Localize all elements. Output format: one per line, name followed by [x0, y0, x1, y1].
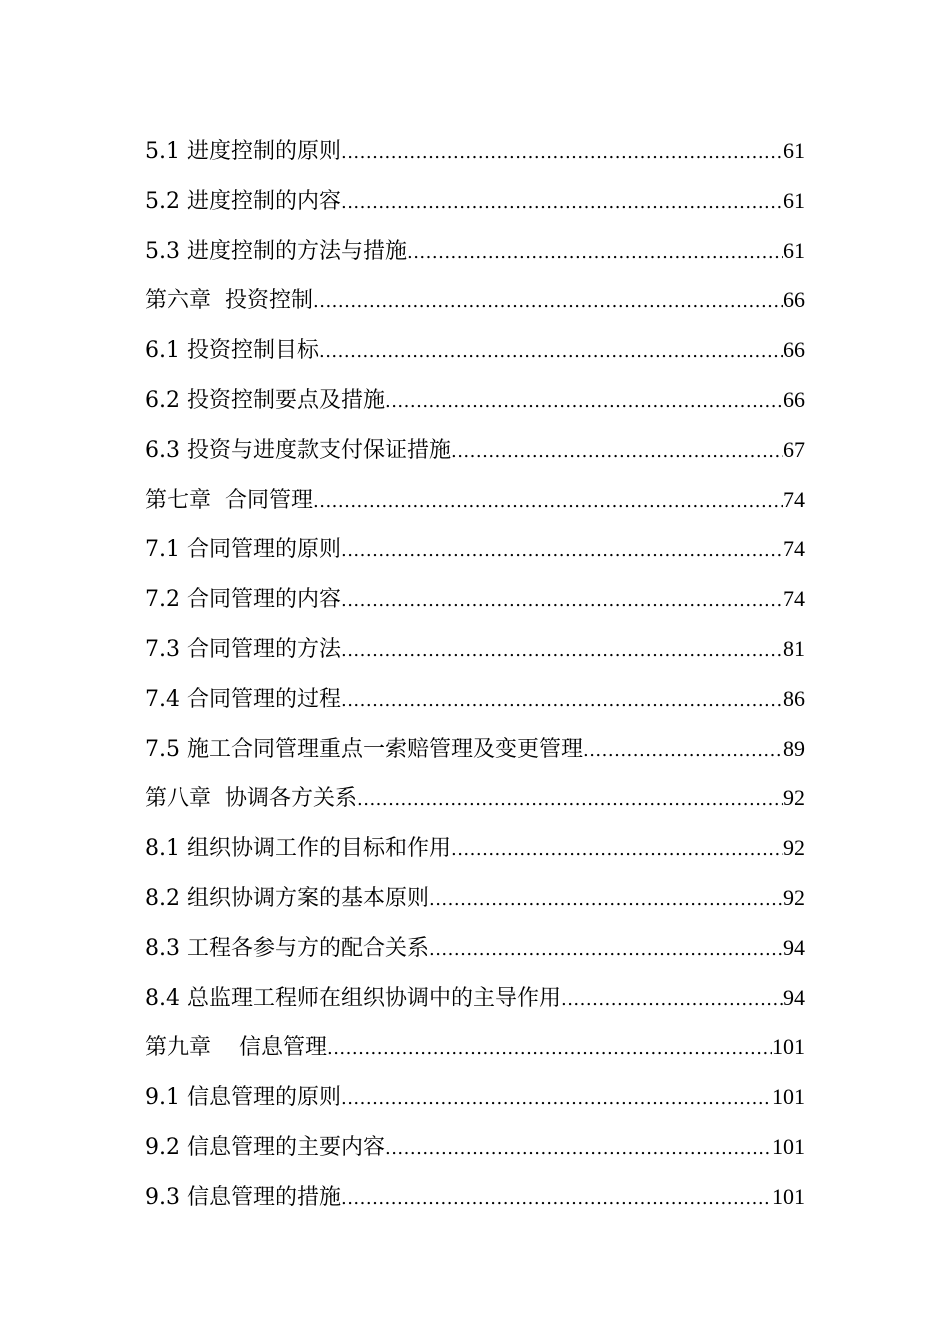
toc-entry-title: 5.1 进度控制的原则 [145, 139, 341, 164]
toc-dot-leader [319, 327, 783, 377]
toc-page-number: 94 [783, 934, 805, 960]
toc-entry-title: 7.2 合同管理的内容 [145, 587, 341, 613]
toc-dot-leader [451, 427, 783, 477]
toc-entry[interactable] [145, 873, 805, 923]
toc-page-number: 66 [783, 386, 805, 412]
toc-chapter-entry[interactable] [145, 275, 805, 325]
toc-entry[interactable] [145, 674, 805, 724]
toc-page-number: 66 [783, 337, 805, 363]
toc-page-number: 92 [783, 884, 805, 910]
toc-entry[interactable] [145, 226, 805, 276]
toc-entry-title: 第六章 投资控制 [145, 288, 313, 314]
toc-page-number: 101 [772, 1034, 805, 1060]
toc-dot-leader [341, 576, 783, 626]
toc-entry[interactable] [145, 524, 805, 574]
toc-entry[interactable] [145, 823, 805, 873]
toc-dot-leader [341, 128, 783, 178]
toc-page-number: 94 [783, 984, 805, 1010]
toc-page-number: 74 [783, 486, 805, 512]
toc-entry-title: 5.2 进度控制的内容 [145, 188, 341, 214]
toc-dot-leader [429, 875, 783, 925]
toc-page-number: 61 [783, 187, 805, 213]
toc-entry[interactable] [145, 375, 805, 425]
toc-dot-leader [357, 775, 783, 825]
toc-page-number: 74 [783, 536, 805, 562]
toc-dot-leader [341, 676, 783, 726]
toc-page-number: 101 [772, 1183, 805, 1209]
toc-page-number: 61 [783, 138, 805, 163]
toc-page-number: 92 [783, 785, 805, 811]
toc-entry-title: 7.1 合同管理的原则 [145, 537, 341, 563]
toc-entry-title: 8.4 总监理工程师在组织协调中的主导作用 [145, 985, 561, 1011]
toc-page-number: 101 [772, 1084, 805, 1110]
toc-entry-title: 8.1 组织协调工作的目标和作用 [145, 836, 451, 862]
toc-entry[interactable] [145, 724, 805, 774]
toc-entry-title: 第九章 信息管理 [145, 1035, 327, 1061]
toc-entry[interactable] [145, 624, 805, 674]
toc-dot-leader [341, 626, 783, 676]
toc-dot-leader [407, 228, 783, 278]
toc-entry-title: 9.3 信息管理的措施 [145, 1184, 341, 1210]
toc-dot-leader [385, 1124, 772, 1174]
toc-entry-title: 9.2 信息管理的主要内容 [145, 1134, 385, 1160]
toc-chapter-entry[interactable] [145, 475, 805, 525]
toc-dot-leader [327, 1024, 772, 1074]
toc-dot-leader [341, 1074, 772, 1124]
toc-page-number: 89 [783, 735, 805, 761]
toc-chapter-entry[interactable] [145, 773, 805, 823]
table-of-contents [145, 126, 805, 1222]
toc-entry-title: 6.1 投资控制目标 [145, 338, 319, 364]
toc-entry[interactable] [145, 1122, 805, 1172]
toc-page-number: 81 [783, 635, 805, 661]
toc-page-number: 74 [783, 586, 805, 612]
toc-dot-leader [561, 975, 783, 1025]
toc-entry-title: 7.4 合同管理的过程 [145, 686, 341, 712]
toc-entry-title: 6.2 投资控制要点及措施 [145, 387, 385, 413]
toc-entry[interactable] [145, 176, 805, 226]
toc-page-number: 101 [772, 1133, 805, 1159]
toc-dot-leader [451, 825, 783, 875]
toc-page-number: 92 [783, 835, 805, 861]
toc-entry-title: 8.2 组织协调方案的基本原则 [145, 885, 429, 911]
toc-entry-title: 第七章 合同管理 [145, 487, 313, 513]
toc-entry-title: 7.5 施工合同管理重点一索赔管理及变更管理 [145, 736, 583, 762]
toc-dot-leader [385, 377, 783, 427]
toc-entry[interactable] [145, 425, 805, 475]
toc-entry[interactable] [145, 1172, 805, 1222]
toc-entry-title: 5.3 进度控制的方法与措施 [145, 238, 407, 264]
toc-page-number: 67 [783, 436, 805, 462]
toc-dot-leader [313, 477, 783, 527]
toc-entry-title: 8.3 工程各参与方的配合关系 [145, 935, 429, 961]
toc-dot-leader [341, 526, 783, 576]
toc-page-number: 66 [783, 287, 805, 313]
toc-dot-leader [341, 1174, 772, 1224]
toc-entry-title: 9.1 信息管理的原则 [145, 1085, 341, 1111]
toc-dot-leader [429, 925, 783, 975]
toc-entry-title: 7.3 合同管理的方法 [145, 636, 341, 662]
toc-chapter-entry[interactable] [145, 1022, 805, 1072]
toc-entry-title: 第八章 协调各方关系 [145, 786, 357, 812]
toc-dot-leader [583, 726, 783, 776]
toc-entry[interactable] [145, 1072, 805, 1122]
toc-page-number: 61 [783, 237, 805, 263]
toc-entry-title: 6.3 投资与进度款支付保证措施 [145, 437, 451, 463]
toc-entry[interactable] [145, 973, 805, 1023]
toc-entry[interactable] [145, 923, 805, 973]
toc-entry[interactable] [145, 574, 805, 624]
toc-page-number: 86 [783, 685, 805, 711]
toc-entry[interactable] [145, 325, 805, 375]
toc-dot-leader [313, 277, 783, 327]
toc-entry[interactable] [145, 126, 805, 176]
toc-dot-leader [341, 178, 783, 228]
